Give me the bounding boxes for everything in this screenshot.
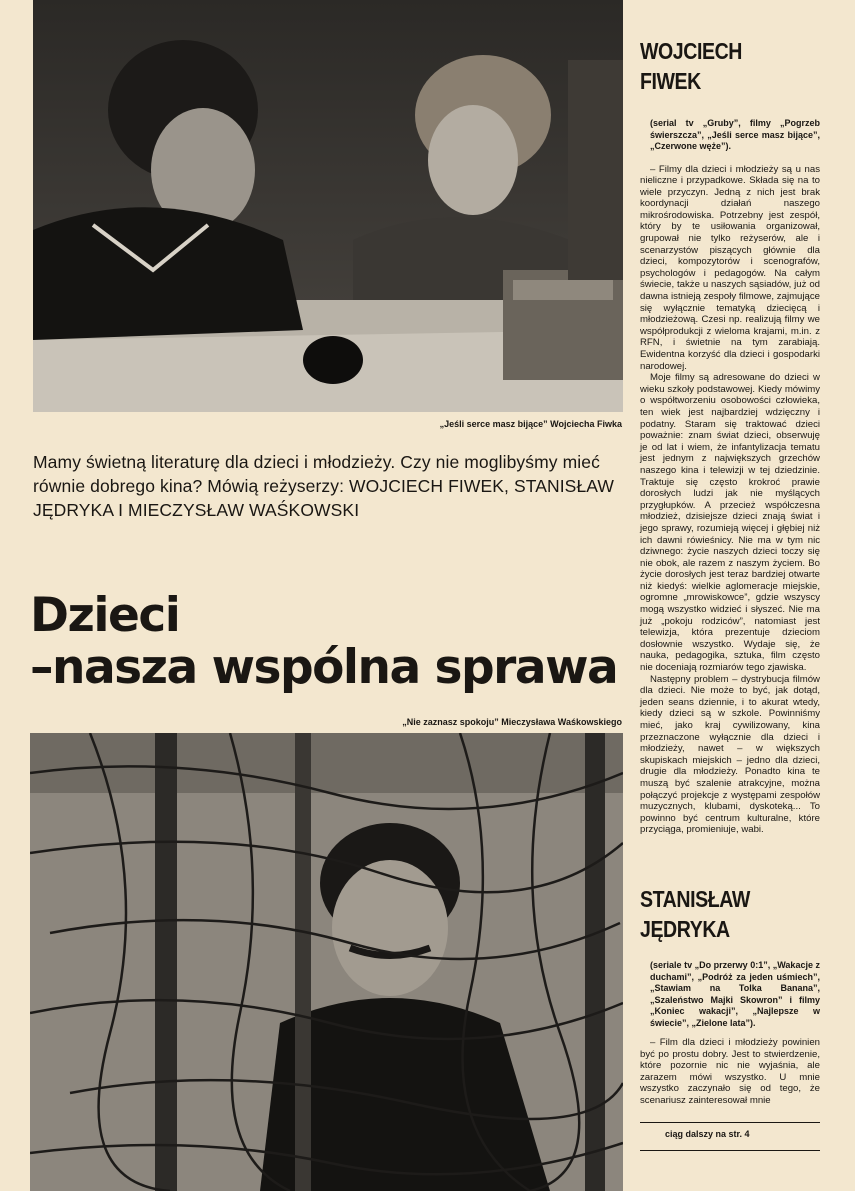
paragraph: – Film dla dzieci i młodzieży powinien być po prostu dobry. Jest to stwierdzenie, które pozornie nic nie wyjaśnia, ale zarazem mówi wszystko. U mnie wszystko zaczynało się od tego, że scenariusz zainteresował mnie (640, 1037, 820, 1106)
photo-caption-bottom: „Nie zaznasz spokoju” Mieczysława Waśkowskiego (402, 717, 622, 727)
column-fiwek (640, 36, 820, 836)
author-lastname: JĘDRYKA (640, 916, 730, 942)
paragraph: Moje filmy są adresowane do dzieci w wieku szkoły podstawowej. Kiedy mówimy o współtworzeniu osobowości człowieka, ten wiek jest najbardziej wdzięczny i podatny. Staram się traktować dzieci poważnie: znam świat dzieci, obserwuję je od lat i wiem, że infantylizacja tematu jest jednym z największych grzechów naszego kina i telewizji w tej dziedzinie. Traktuje się często krokroć prawie dorosłych ludzi jak nie myślących przygłupków. A przecież współczesna młodzież, dzisiejsze dzieci znają świat i jego sprawy, rozumieją więcej i głębiej niż ich dawni rówieśnicy. Nie ma w tym nic dziwnego: życie naszych dzieci toczy się nie obok, ale razem z naszym życiem. Bo życie dorosłych jest teraz bardziej otwarte niż kiedyś: wielkie aglomeracje miejskie, ogromne „mrowiskowce”, gdzie wszyscy mogą wszystko widzieć i słyszeć. Nie ma już „pokoju rodziców”, natomiast jest telewizja, która prezentuje dzieciom dosłownie wszystko. Wydaje się, że nauka, pedagogika, sztuka, film często nie doceniają rozmiarów tego zjawiska. (640, 372, 820, 674)
lead-paragraph: Mamy świetną literaturę dla dzieci i młodzieży. Czy nie moglibyśmy mieć równie dobrego kina? Mówią reżyserzy: WOJCIECH FIWEK, STANISŁAW JĘDRYKA I MIECZYSŁAW WAŚKOWSKI (33, 452, 615, 520)
photo-children-writing (33, 0, 623, 412)
headline-line-1: Dzieci (30, 588, 180, 643)
continuation-note: ciąg dalszy na str. 4 (665, 1129, 750, 1139)
author-firstname: WOJCIECH (640, 38, 742, 64)
author-firstname: STANISŁAW (640, 886, 750, 912)
author-name-jedryka (640, 884, 793, 944)
interview-fiwek (640, 164, 820, 836)
paragraph: – Filmy dla dzieci i młodzieży są u nas nieliczne i przypadkowe. Składa się na to wiele przyczyn. Jedną z nich jest brak koordynacji działań naszego mikrośrodowiska. Potrzebny jest zespół, który by te usiłowania organizował, grupował nie tylko reżyserów, ale i scenarzystów piszących głównie dla dzieci, kompozytorów i scenografów, psychologów i pedagogów. Na całym świecie, także u naszych sąsiadów, już od dawna istnieją zespoły filmowe, zajmujące się wyłącznie tematyką dziecięcą i młodzieżową. Czesi np. realizują filmy we współprodukcji z wieloma krajami, m.in. z RFN, i świetnie na tym zarabiają. Ewidentna korzyść dla dzieci i gospodarki narodowej. (640, 163, 820, 372)
headline-line-2: –nasza wspólna sprawa (30, 640, 618, 695)
photo-caption-top: „Jeśli serce masz bijące” Wojciecha Fiwka (439, 419, 622, 429)
divider-rule (640, 1122, 820, 1123)
filmography-jedryka: (seriale tv „Do przerwy 0:1”, „Wakacje z duchami”, „Podróż za jeden uśmiech”, „Stawiam na Tolka Banana”, „Szaleństwo Majki Skowron” i filmy „Koniec wakacji”, „Najlepsze w świecie”, „Zielone lata”). (650, 960, 820, 1028)
article-headline (30, 590, 630, 694)
author-lastname: FIWEK (640, 68, 701, 94)
filmography-fiwek: (serial tv „Gruby”, filmy „Pogrzeb świerszcza”, „Jeśli serce masz bijące”, „Czerwone węże”). (650, 118, 820, 151)
interview-jedryka (640, 1037, 820, 1107)
author-name-fiwek (640, 36, 793, 96)
divider-rule (640, 1150, 820, 1151)
photo-man-behind-branches (30, 733, 623, 1191)
paragraph: Następny problem – dystrybucja filmów dla dzieci. Nie może to być, jak dotąd, jeden seans dziennie, i to akurat wtedy, kiedy dzieci są w szkole. Powinniśmy mieć, jako kraj cywilizowany, kina przeznaczone wyłącznie dla dzieci i młodzieży, nawet – w większych skupiskach miejskich – jedno dla dzieci, drugie dla młodzieży. Ponadto kina te muszą być szalenie atrakcyjne, można połączyć projekcje z występami zespołów muzycznych, klubami, dyskoteką... To powinno być centrum kulturalne, które przyciąga, promieniuje, wabi. (640, 673, 820, 836)
column-jedryka (640, 884, 820, 1107)
